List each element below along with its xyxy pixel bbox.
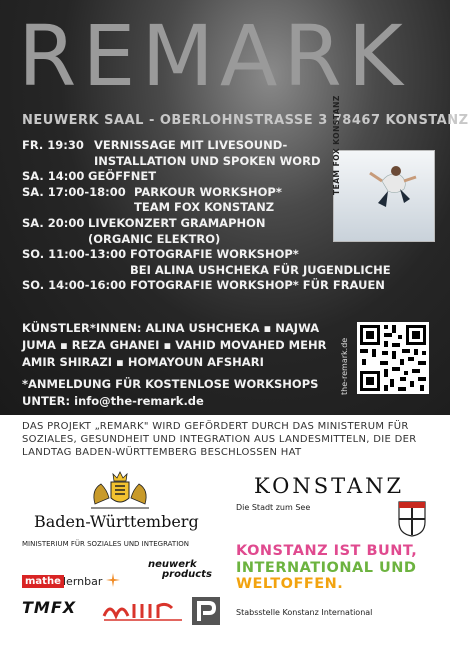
sponsor-neuwerk-logo: neuwerk [148,559,197,570]
workshop-registration-note [22,376,318,410]
konstanz-tagline: Die Stadt zum See [236,503,311,512]
slogan-line: WELTOFFEN. [236,576,344,592]
ministry-name: MINISTERIUM FÜR SOZIALES UND INTEGRATION [22,540,190,548]
parkour-jumper-image [334,151,434,241]
schedule-time: SO. 14:00-16:00 [22,278,127,293]
konstanz-shield-icon [397,500,427,538]
registration-email[interactable]: UNTER: info@the-remark.de [22,394,204,408]
schedule-desc: VERNISSAGE MIT LIVESOUND- [94,138,288,152]
sponsor-products-logo: products [162,569,212,580]
slogan-line: INTERNATIONAL UND [236,559,417,576]
schedule-desc: TEAM FOX KONSTANZ [134,200,275,215]
stabsstelle-text: Stabsstelle Konstanz International [236,608,373,617]
schedule-row [22,247,442,263]
schedule-time: SA. 20:00 [22,215,85,230]
slogan-line: KONSTANZ IST BUNT, [236,543,418,559]
schedule-time: FR. 19:30 [22,138,84,152]
schedule-time: SA. 17:00-18:00 [22,184,126,199]
photo-caption: TEAM FOX KONSTANZ [332,95,341,195]
konstanz-logo-text: KONSTANZ [254,474,405,498]
schedule-desc: GEÖFFNET [88,169,157,184]
schedule-time: SA. 14:00 [22,169,85,184]
schedule-desc: INSTALLATION UND SPOKEN WORD [94,153,321,168]
schedule-row [22,278,442,294]
qr-label: the-remark.de [340,337,349,395]
venue-address: NEUWERK SAAL - OBERLOHNSTRASSE 3 78467 KONSTANZ [22,113,469,128]
registration-note-line1: *ANMELDUNG FÜR KOSTENLOSE WORKSHOPS [22,377,319,391]
parkour-photo [332,95,435,242]
sponsor-p-logo-icon [192,597,220,625]
schedule-desc: (ORGANIC ELEKTRO) [88,231,221,246]
schedule-desc: PARKOUR WORKSHOP* [134,184,282,199]
sponsor-tmfx-logo: TMFX [22,598,77,617]
sponsor-swr-logo-icon [102,600,184,622]
schedule-desc: FOTOGRAFIE WORKSHOP* FÜR FRAUEN [130,278,385,293]
schedule-time: SO. 11:00-13:00 [22,247,127,262]
schedule-desc: LIVEKONZERT GRAMAPHON [88,215,266,230]
qr-code-icon [357,322,429,394]
funding-statement: DAS PROJEKT „REMARK" WIRD GEFÖRDERT DURCH DAS MINISTERUM FÜR SOZIALES, GESUNDHEIT UND INTEGRATION AUS LANDESMITTELN, DIE DER LANDTAG BADEN-WÜRTTEMBERG BESCHLOSSEN HAT [22,421,417,458]
konstanz-slogan [236,543,417,593]
poster-title: REMARK [18,7,409,105]
sponsor-mathe-logo: mathe [22,575,64,588]
artists-list: KÜNSTLER*INNEN: ALINA USHCHEKA ▪ NAJWA JUMA ▪ REZA GHANEI ▪ VAHID MOVAHED MEHR AMIR SHIRAZI ▪ HOMAYOUN AFSHARI [22,321,327,369]
baden-wuerttemberg-crest-icon [85,468,155,512]
schedule-desc: FOTOGRAFIE WORKSHOP* [130,247,299,262]
baden-wuerttemberg-name: Baden-Württemberg [34,512,199,531]
schedule-row [22,263,442,279]
schedule-desc: BEI ALINA USHCHEKA FÜR JUGENDLICHE [130,262,391,277]
lernbar-star-icon [106,573,120,587]
qr-code[interactable] [357,322,429,394]
sponsor-lernbar-logo: lernbar [63,575,103,588]
